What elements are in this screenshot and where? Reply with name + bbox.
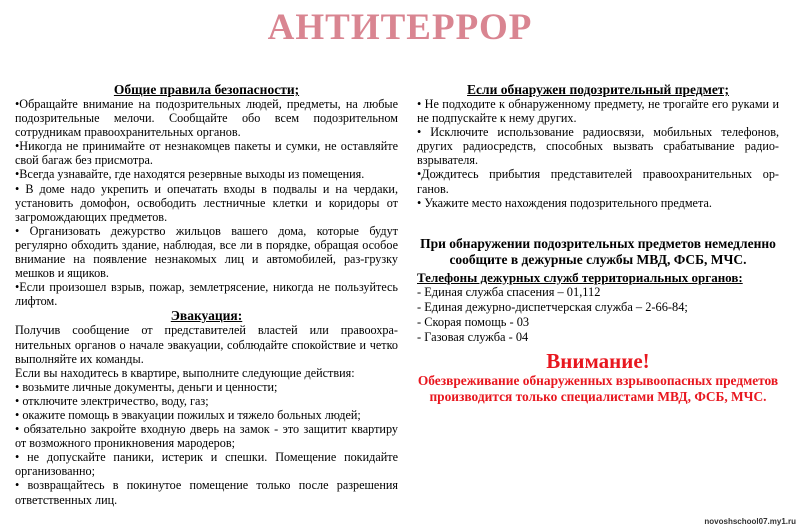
page-title: АНТИТЕРРОР bbox=[267, 7, 533, 48]
warning-heading: Внимание! bbox=[546, 348, 650, 373]
phone-item: - Единая дежурно-диспетчерская служба – 2-66-84; bbox=[417, 299, 688, 314]
list-item: •Никогда не принимайте от незнакомцев пакеты и сумки, не оставляйте свой багаж без присмотра. bbox=[15, 139, 398, 168]
list-item: • Исключите использование радиосвязи, мобильных телефонов, других радиосредств, способных вызвать срабатывание радио-взрывателя. bbox=[417, 125, 779, 168]
phones-list bbox=[417, 285, 779, 345]
evacuation-intro: Получив сообщение от представителей властей или правоохра-нительных органов о начале эвакуации, соблюдайте спокойствие и четко выполняйте их команды. bbox=[15, 323, 398, 366]
list-item: • Организовать дежурство жильцов вашего дома, которые будут регулярно обходить здание, наблюдая, все ли в порядке, обращая особое внимание на появление незнакомых лиц и автомобилей, раз-грузку мешков и ящиков. bbox=[15, 223, 398, 281]
list-item: • отключите электричество, воду, газ; bbox=[15, 393, 209, 408]
list-item: • обязательно закройте входную дверь на замок - это защитит квартиру от возможного проникновения мародеров; bbox=[15, 422, 398, 451]
phone-item: - Газовая служба - 04 bbox=[417, 329, 529, 344]
phone-item: - Скорая помощь - 03 bbox=[417, 314, 530, 329]
list-item: • Не подходите к обнаруженному предмету, не трогайте его руками и не подпускайте к нему других. bbox=[417, 97, 779, 126]
safety-heading: Общие правила безопасности; bbox=[113, 82, 300, 97]
list-item: •Если произошел взрыв, пожар, землетрясение, никогда не пользуйтесь лифтом. bbox=[15, 280, 398, 309]
list-item: • окажите помощь в эвакуации пожилых и тяжело больных людей; bbox=[15, 407, 361, 422]
list-item: • В доме надо укрепить и опечатать входы в подвалы и на чердаки, установить домофон, освободить лестничные клетки и коридоры от загромождающих предметов. bbox=[15, 181, 398, 224]
report-alert-text: При обнаружении подозрительных предметов немедленно сообщите в дежурные службы МВД, ФСБ, МЧС. bbox=[420, 235, 776, 267]
list-item: • возвращайтесь в покинутое помещение только после разрешения ответственных лиц. bbox=[15, 478, 398, 507]
footer-site-link[interactable]: novoshschool07.my1.ru bbox=[704, 517, 796, 526]
suspicious-object-heading: Если обнаружен подозрительный предмет; bbox=[467, 82, 729, 97]
list-item: •Дождитесь прибытия представителей правоохранительных ор-ганов. bbox=[417, 167, 779, 196]
evacuation-list bbox=[15, 380, 398, 507]
evacuation-subheading: Если вы находитесь в квартире, выполните следующие действия: bbox=[15, 365, 355, 380]
right-column bbox=[417, 82, 779, 405]
left-column bbox=[15, 82, 398, 507]
list-item: • не допускайте паники, истерик и спешки. Помещение покидайте организованно; bbox=[15, 450, 398, 479]
phone-item: - Единая служба спасения – 01,112 bbox=[417, 284, 601, 299]
list-item: • Укажите место нахождения подозрительного предмета. bbox=[417, 195, 712, 210]
suspicious-object-list bbox=[417, 97, 779, 210]
list-item: •Обращайте внимание на подозрительных людей, предметы, на любые подозрительные мелочи. Сообщайте обо всем подозрительном сотрудникам правоохранительных органов. bbox=[15, 97, 398, 140]
safety-list bbox=[15, 97, 398, 308]
evacuation-heading: Эвакуация: bbox=[170, 308, 243, 324]
warning-text: Обезвреживание обнаруженных взрывоопасных предметов производится только специалистами МВД, ФСБ, МЧС. bbox=[417, 372, 779, 404]
list-item: •Всегда узнавайте, где находятся резервные выходы из помещения. bbox=[15, 167, 365, 182]
list-item: • возьмите личные документы, деньги и ценности; bbox=[15, 379, 278, 394]
phones-heading: Телефоны дежурных служб территориальных органов: bbox=[417, 269, 743, 285]
